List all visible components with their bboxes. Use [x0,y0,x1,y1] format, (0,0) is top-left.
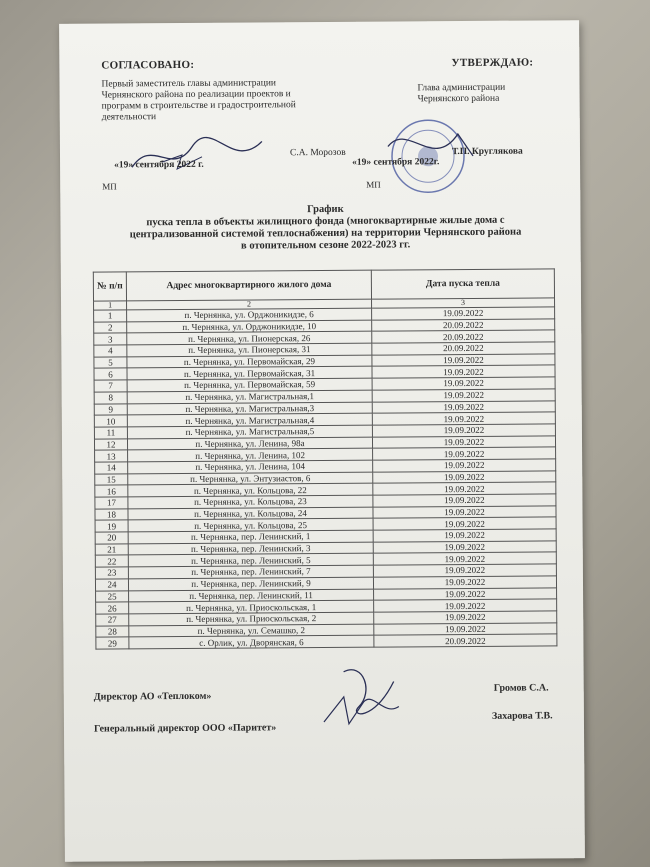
row-address-cell: с. Орлик, ул. Дворянская, 6 [129,635,374,648]
row-number-cell: 20 [95,532,128,544]
left-signature-stamp [122,126,272,187]
row-date-cell: 19.09.2022 [372,435,555,448]
row-number-cell: 25 [96,590,129,602]
row-date-cell: 19.09.2022 [372,424,555,437]
left-seal-place: МП [102,181,117,192]
row-date-cell: 19.09.2022 [373,576,556,589]
row-address-cell: п. Чернянка, пер. Ленинский, 9 [128,577,373,590]
row-number-cell: 9 [94,403,127,415]
row-address-cell: п. Чернянка, пер. Ленинский, 11 [129,589,374,602]
schedule-table [93,268,558,649]
row-address-cell: п. Чернянка, ул. Кольцова, 25 [128,519,373,532]
row-number-cell: 1 [94,310,127,322]
row-number-cell: 18 [95,509,128,521]
row-date-cell: 20.09.2022 [374,634,557,647]
row-address-cell: п. Чернянка, ул. Пионерская, 26 [127,332,372,345]
row-address-cell: п. Чернянка, ул. Магистральная,5 [127,425,372,438]
row-address-cell: п. Чернянка, ул. Семашко, 2 [129,624,374,637]
title-line-4: в отопительном сезоне 2022-2023 гг. [240,239,411,252]
row-number-cell: 17 [95,497,128,509]
paritet-director-name: Захарова Т.В. [491,710,553,722]
row-date-cell: 19.09.2022 [374,611,557,624]
row-date-cell: 19.09.2022 [374,622,557,635]
row-number-cell: 11 [94,427,127,439]
row-date-cell: 19.09.2022 [372,377,555,390]
row-number-cell: 22 [95,555,128,567]
row-number-cell: 6 [94,368,127,380]
row-address-cell: п. Чернянка, ул. Кольцова, 24 [128,507,373,520]
teplokom-director: Директор АО «Теплоком» [93,690,212,703]
confirmer-name: Т.П. Круглякова [451,146,523,158]
row-address-cell: п. Чернянка, ул. Приоскольская, 1 [129,600,374,613]
index-cell: 3 [372,298,555,308]
row-address-cell: п. Чернянка, ул. Первомайская, 31 [127,367,372,380]
table-row [96,634,557,649]
row-address-cell: п. Чернянка, ул. Ленина, 104 [128,460,373,473]
row-number-cell: 5 [94,357,127,369]
row-number-cell: 10 [94,415,127,427]
teplokom-director-name: Громов С.А. [493,682,549,694]
title-line-1: График [307,203,344,216]
row-date-cell: 20.09.2022 [372,330,555,343]
title-line-2: пуска тепла в объекты жилищного фонда (многоквартирные жилые дома с [146,214,505,229]
row-address-cell: п. Чернянка, ул. Пионерская, 31 [127,343,372,356]
row-address-cell: п. Чернянка, пер. Ленинский, 5 [128,554,373,567]
row-address-cell: п. Чернянка, ул. Ленина, 98а [127,437,372,450]
row-address-cell: п. Чернянка, пер. Ленинский, 3 [128,542,373,555]
row-date-cell: 19.09.2022 [373,529,556,542]
row-address-cell: п. Чернянка, ул. Магистральная,4 [127,413,372,426]
row-date-cell: 19.09.2022 [373,447,556,460]
row-number-cell: 4 [94,345,127,357]
row-date-cell: 19.09.2022 [374,599,557,612]
approver-position: Первый заместитель главы администрации Чернянского района по реализации проектов и программ в строительстве и градостроительной деятельности [101,78,296,123]
document-title [90,202,560,253]
row-address-cell: п. Чернянка, ул. Кольцова, 22 [128,483,373,496]
row-address-cell: п. Чернянка, ул. Первомайская, 59 [127,378,372,391]
row-address-cell: п. Чернянка, ул. Орджоникидзе, 10 [127,320,372,333]
row-address-cell: п. Чернянка, ул. Магистральная,1 [127,390,372,403]
row-date-cell: 19.09.2022 [373,517,556,530]
row-number-cell: 23 [95,567,128,579]
row-date-cell: 20.09.2022 [372,342,555,355]
row-number-cell: 16 [95,485,128,497]
row-date-cell: 19.09.2022 [372,400,555,413]
row-number-cell: 7 [94,380,127,392]
row-number-cell: 21 [95,544,128,556]
index-cell: 2 [127,299,372,310]
paritet-director: Генеральный директор ООО «Паритет» [93,722,277,735]
confirmer-position: Глава администрации Чернянского района [417,82,506,105]
row-number-cell: 19 [95,520,128,532]
confirm-title: УТВЕРЖДАЮ: [451,56,534,70]
row-address-cell: п. Чернянка, ул. Орджоникидзе, 6 [127,308,372,321]
row-number-cell: 28 [96,625,129,637]
row-date-cell: 19.09.2022 [373,482,556,495]
approved-title: СОГЛАСОВАНО: [101,58,195,72]
row-date-cell: 19.09.2022 [373,470,556,483]
row-number-cell: 14 [95,462,128,474]
row-date-cell: 19.09.2022 [372,365,555,378]
row-number-cell: 29 [96,637,129,649]
right-seal-place: МП [366,179,381,190]
row-number-cell: 8 [94,392,127,404]
row-date-cell: 19.09.2022 [372,412,555,425]
table-header-row [93,269,554,301]
row-address-cell: п. Чернянка, ул. Первомайская, 29 [127,355,372,368]
row-date-cell: 19.09.2022 [372,307,555,320]
row-number-cell: 24 [95,579,128,591]
row-address-cell: п. Чернянка, ул. Энтузиастов, 6 [128,472,373,485]
row-number-cell: 27 [96,614,129,626]
row-address-cell: п. Чернянка, пер. Ленинский, 7 [128,565,373,578]
row-date-cell: 19.09.2022 [373,506,556,519]
row-date-cell: 19.09.2022 [373,541,556,554]
row-address-cell: п. Чернянка, ул. Приоскольская, 2 [129,612,374,625]
row-address-cell: п. Чернянка, ул. Ленина, 102 [128,448,373,461]
col-date-header: Дата пуска тепла [371,269,554,299]
footer-signatures [304,661,424,732]
row-date-cell: 20.09.2022 [372,319,555,332]
row-date-cell: 19.09.2022 [373,564,556,577]
row-number-cell: 15 [95,473,128,485]
row-number-cell: 13 [95,450,128,462]
row-date-cell: 19.09.2022 [373,494,556,507]
row-date-cell: 19.09.2022 [374,587,557,600]
row-number-cell: 2 [94,322,127,334]
row-number-cell: 3 [94,333,127,345]
row-number-cell: 12 [94,438,127,450]
col-address-header: Адрес многоквартирного жилого дома [126,270,371,301]
approver-date: «19» сентября 2022 г. [114,159,204,171]
title-line-3: централизованной системой теплоснабжения) на территории Чернянского района [129,226,522,241]
row-date-cell: 19.09.2022 [372,389,555,402]
row-date-cell: 19.09.2022 [373,552,556,565]
row-address-cell: п. Чернянка, пер. Ленинский, 1 [128,530,373,543]
confirmer-date: «19» сентября 2022г. [352,157,440,168]
row-date-cell: 19.09.2022 [372,354,555,367]
index-cell: 1 [94,301,127,310]
row-address-cell: п. Чернянка, ул. Кольцова, 23 [128,495,373,508]
approver-name: С.А. Морозов [289,147,346,159]
col-number-header: № п/п [93,272,126,301]
row-address-cell: п. Чернянка, ул. Магистральная,3 [127,402,372,415]
document-sheet [59,20,585,862]
row-number-cell: 26 [96,602,129,614]
row-date-cell: 19.09.2022 [373,459,556,472]
